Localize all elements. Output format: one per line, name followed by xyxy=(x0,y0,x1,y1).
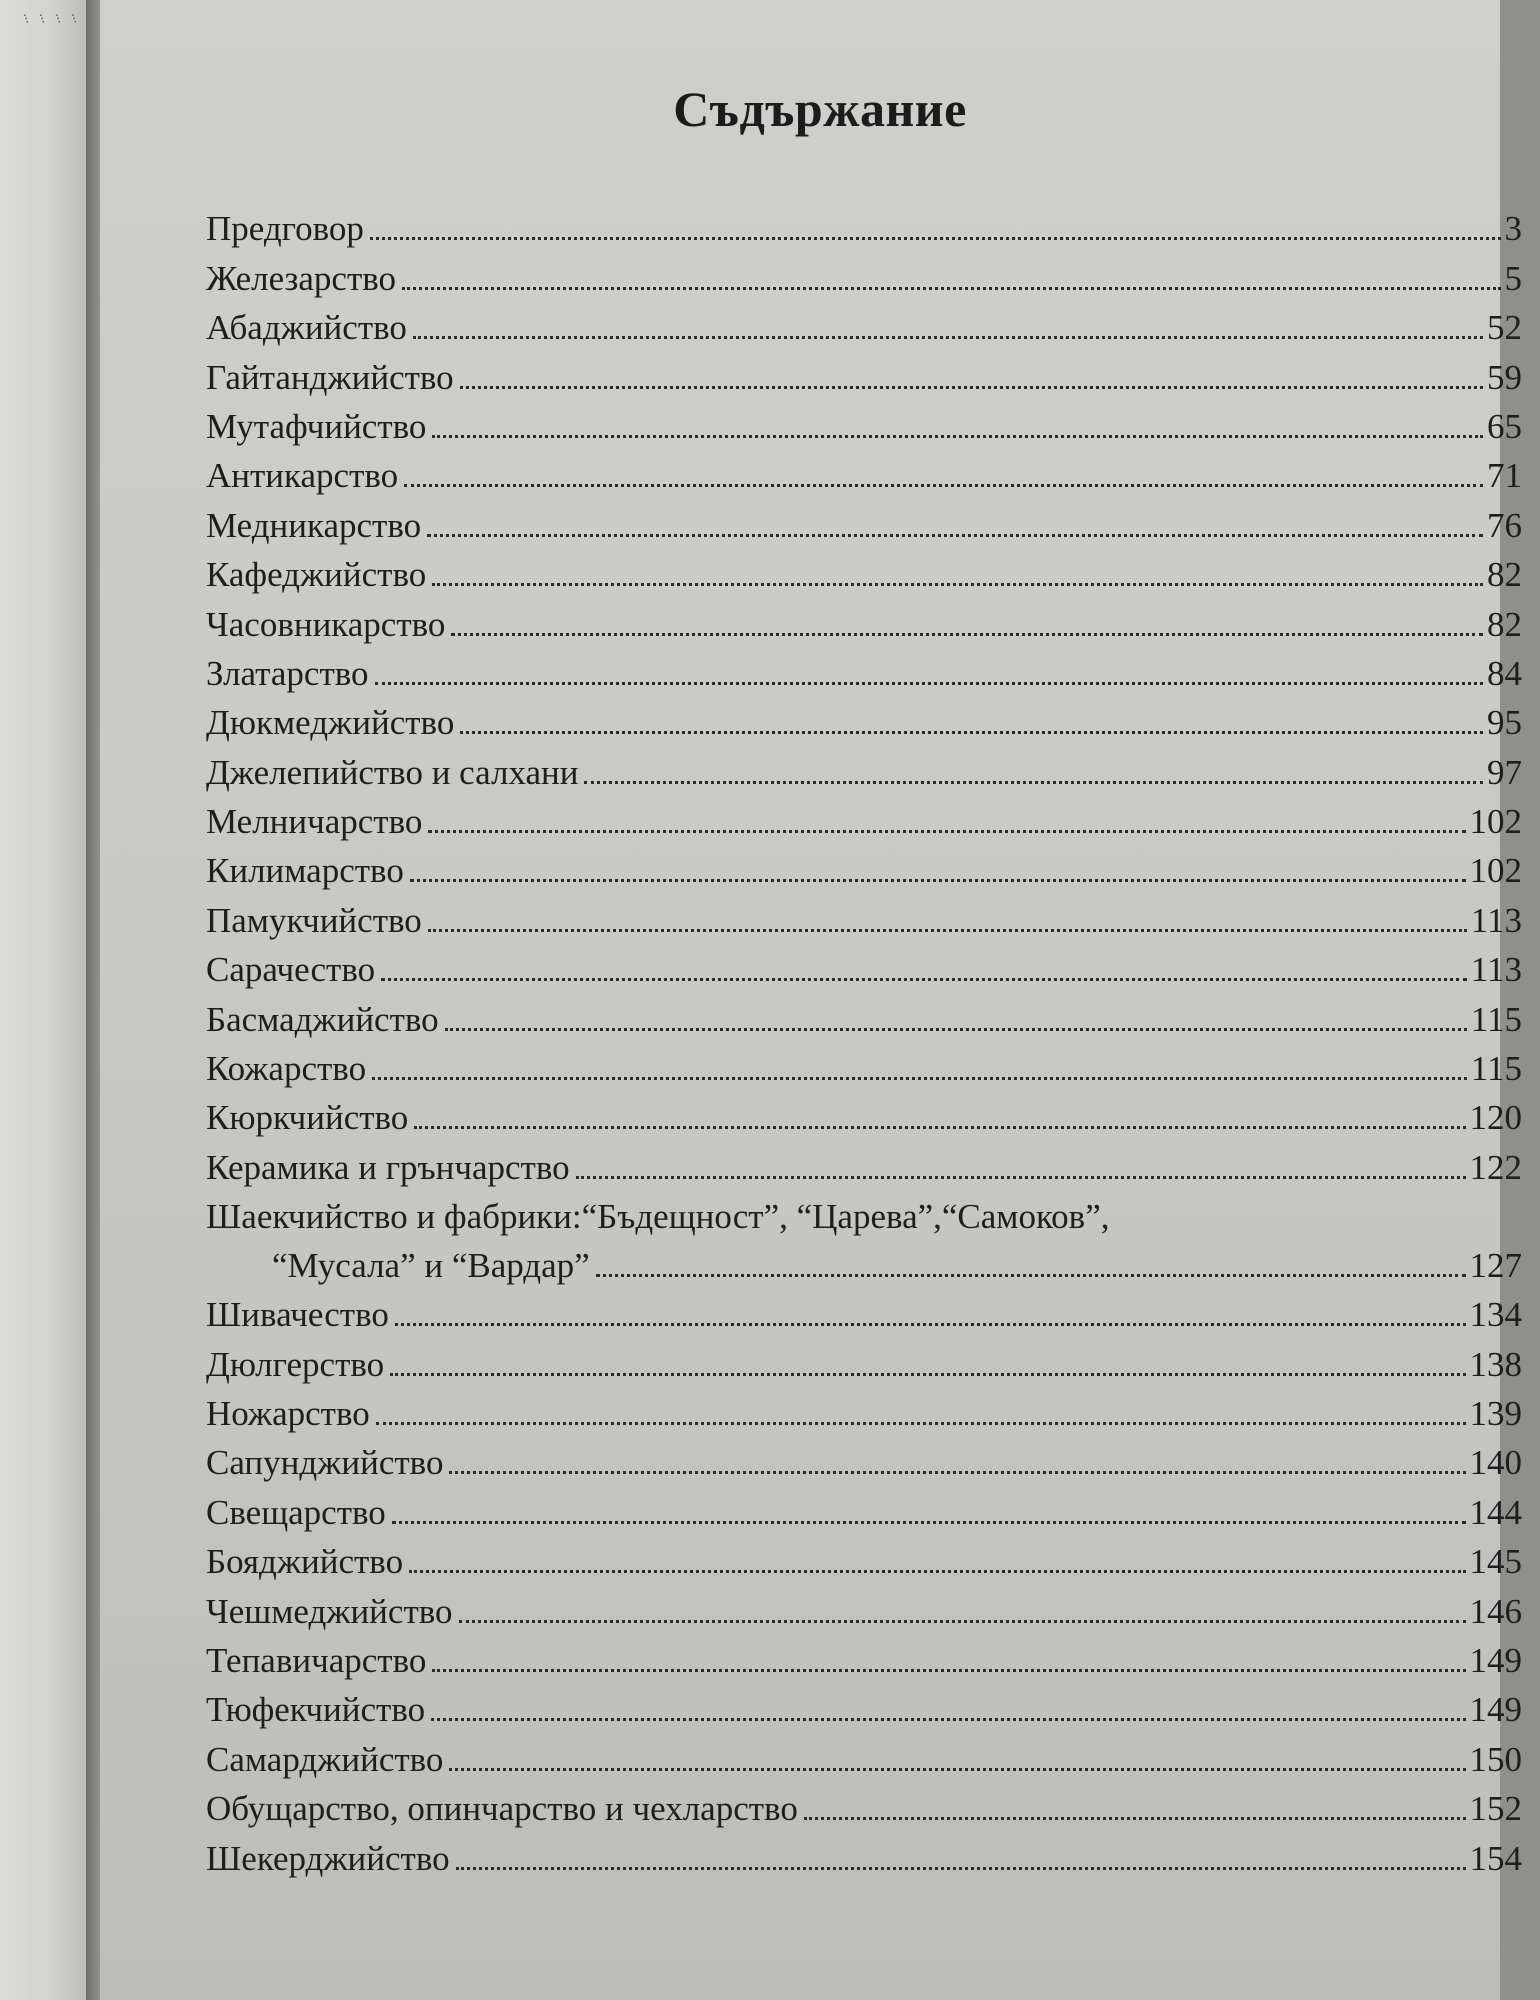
toc-entry-page-number: 3 xyxy=(1504,209,1522,249)
left-page-line: ... xyxy=(51,10,70,25)
toc-entry-title: Шаекчийство и фабрики:“Бъдещност”, “Царева”,“Самоков”, xyxy=(206,1196,1110,1236)
toc-entry-title: Свещарство xyxy=(206,1492,386,1532)
toc-entry-title: Сарачество xyxy=(206,950,376,990)
dot-leader xyxy=(445,1028,1467,1031)
toc-entry-title: Джелепийство и салхани xyxy=(206,752,579,792)
toc-entry-page-number: 84 xyxy=(1487,653,1522,693)
toc-entry xyxy=(206,447,1522,496)
dot-leader xyxy=(409,1570,1465,1573)
toc-entry-page-number: 152 xyxy=(1469,1789,1522,1829)
book-page xyxy=(100,0,1522,2000)
toc-entry xyxy=(206,941,1522,990)
dot-leader xyxy=(376,1422,1466,1425)
page-title: Съдържание xyxy=(673,81,967,137)
toc-entry xyxy=(206,200,1522,249)
toc-entry-title: Мутафчийство xyxy=(206,406,427,446)
toc-entry-page-number: 134 xyxy=(1469,1295,1522,1335)
dot-leader xyxy=(804,1817,1466,1820)
toc-entry-title: Шекерджийство xyxy=(206,1838,450,1878)
toc-entry-title: Памукчийство xyxy=(206,900,422,940)
toc-entry-page-number: 82 xyxy=(1487,604,1522,644)
toc-entry-title: Самарджийство xyxy=(206,1739,444,1779)
toc-entry-page-number: 59 xyxy=(1487,357,1522,397)
toc-entry-page-number: 115 xyxy=(1470,1049,1522,1089)
toc-entry xyxy=(206,1089,1522,1138)
toc-entry xyxy=(206,1483,1522,1532)
dot-leader xyxy=(402,287,1500,290)
toc-entry-title: Килимарство xyxy=(206,851,404,891)
toc-entry xyxy=(206,1780,1522,1829)
toc-entry-page-number: 71 xyxy=(1487,456,1522,496)
toc-entry-title: Тюфекчийство xyxy=(206,1690,426,1730)
toc-entry-page-number: 5 xyxy=(1504,258,1522,298)
toc-entry xyxy=(206,1040,1522,1089)
toc-entry xyxy=(206,1385,1522,1434)
toc-entry-title: Дюлгерство xyxy=(206,1344,385,1384)
toc-entry-title: Ножарство xyxy=(206,1393,370,1433)
toc-entry-title: Кафеджийство xyxy=(206,555,427,595)
toc-entry-page-number: 140 xyxy=(1469,1443,1522,1483)
toc-entry xyxy=(206,1730,1522,1779)
toc-entry-page-number: 102 xyxy=(1469,851,1522,891)
left-page-line: ... xyxy=(19,10,38,25)
table-of-contents xyxy=(206,200,1522,1879)
toc-entry-page-number: 95 xyxy=(1487,703,1522,743)
toc-entry-title: Железарство xyxy=(206,258,397,298)
toc-entry-title: Медникарство xyxy=(206,505,422,545)
toc-entry xyxy=(206,249,1522,298)
toc-entry xyxy=(206,1335,1522,1384)
dot-leader xyxy=(428,929,1467,932)
toc-entry-title: Кюркчийство xyxy=(206,1098,409,1138)
toc-entry-title: Златарство xyxy=(206,653,369,693)
toc-entry xyxy=(206,1434,1522,1483)
toc-entry-title: Предговор xyxy=(206,209,364,249)
dot-leader xyxy=(390,1373,1465,1376)
toc-entry-page-number: 102 xyxy=(1469,802,1522,842)
toc-entry xyxy=(206,1188,1522,1286)
toc-entry-page-number: 76 xyxy=(1487,505,1522,545)
dot-leader xyxy=(451,633,1483,636)
left-page-edge xyxy=(0,0,92,2000)
toc-entry-page-number: 146 xyxy=(1469,1591,1522,1631)
toc-entry-title: Тепавичарство xyxy=(206,1640,427,1680)
toc-entry xyxy=(206,891,1522,940)
toc-entry-page-number: 145 xyxy=(1469,1542,1522,1582)
toc-entry-page-number: 122 xyxy=(1469,1147,1522,1187)
left-page-line: ... xyxy=(67,10,86,25)
dot-leader xyxy=(427,534,1483,537)
toc-entry xyxy=(206,546,1522,595)
toc-entry xyxy=(206,496,1522,545)
dot-leader xyxy=(584,781,1483,784)
toc-entry-title: Антикарство xyxy=(206,456,399,496)
toc-entry xyxy=(206,1533,1522,1582)
toc-entry-title: Бояджийство xyxy=(206,1542,404,1582)
toc-entry-title: Гайтанджийство xyxy=(206,357,454,397)
toc-entry xyxy=(206,743,1522,792)
toc-entry xyxy=(206,348,1522,397)
dot-leader xyxy=(404,484,1483,487)
dot-leader xyxy=(456,1867,1466,1870)
toc-entry-page-number: 149 xyxy=(1469,1690,1522,1730)
toc-entry-page-number: 150 xyxy=(1469,1739,1522,1779)
dot-leader xyxy=(370,237,1501,240)
left-page-line: ... xyxy=(35,10,54,25)
toc-entry xyxy=(206,1286,1522,1335)
toc-entry-title: Шивачество xyxy=(206,1295,389,1335)
dot-leader xyxy=(392,1521,1466,1524)
dot-leader xyxy=(460,386,1483,389)
toc-entry xyxy=(206,1632,1522,1681)
toc-entry-page-number: 154 xyxy=(1469,1838,1522,1878)
toc-entry xyxy=(206,990,1522,1039)
toc-entry xyxy=(206,1829,1522,1878)
toc-entry xyxy=(206,1138,1522,1187)
dot-leader xyxy=(432,1669,1465,1672)
dot-leader xyxy=(432,583,1483,586)
dot-leader xyxy=(460,731,1483,734)
toc-entry xyxy=(206,842,1522,891)
dot-leader xyxy=(381,978,1467,981)
left-page-text-fragment xyxy=(6,10,86,240)
toc-entry-page-number: 120 xyxy=(1469,1098,1522,1138)
dot-leader xyxy=(395,1323,1466,1326)
toc-entry-title: Басмаджийство xyxy=(206,999,439,1039)
toc-entry xyxy=(206,1582,1522,1631)
toc-entry xyxy=(206,398,1522,447)
toc-entry-title: Часовникарство xyxy=(206,604,446,644)
toc-entry-page-number: 149 xyxy=(1469,1640,1522,1680)
toc-entry xyxy=(206,645,1522,694)
dot-leader xyxy=(428,830,1465,833)
toc-entry-page-number: 144 xyxy=(1469,1492,1522,1532)
toc-entry xyxy=(206,299,1522,348)
dot-leader xyxy=(432,435,1483,438)
toc-entry-page-number: 139 xyxy=(1469,1393,1522,1433)
dot-leader xyxy=(431,1718,1465,1721)
toc-entry xyxy=(206,694,1522,743)
dot-leader xyxy=(372,1077,1467,1080)
toc-entry-title: Кожарство xyxy=(206,1049,367,1089)
toc-entry-title: Чешмеджийство xyxy=(206,1591,453,1631)
toc-entry-page-number: 138 xyxy=(1469,1344,1522,1384)
toc-entry-page-number: 82 xyxy=(1487,555,1522,595)
dot-leader xyxy=(414,1126,1465,1129)
toc-entry xyxy=(206,793,1522,842)
toc-entry-title: Сапунджийство xyxy=(206,1443,444,1483)
dot-leader xyxy=(449,1471,1465,1474)
toc-entry-page-number: 115 xyxy=(1470,999,1522,1039)
toc-entry-title: Дюкмеджийство xyxy=(206,703,455,743)
toc-entry-title: Мелничарство xyxy=(206,802,423,842)
dot-leader xyxy=(576,1176,1466,1179)
dot-leader xyxy=(459,1620,1466,1623)
dot-leader xyxy=(413,336,1483,339)
toc-entry-title-continued: “Мусала” и “Вардар” xyxy=(272,1245,590,1285)
dot-leader xyxy=(449,1768,1465,1771)
toc-entry-page-number: 65 xyxy=(1487,406,1522,446)
dot-leader xyxy=(410,879,1466,882)
toc-entry-page-number: 127 xyxy=(1469,1245,1522,1285)
toc-entry-page-number: 113 xyxy=(1470,900,1522,940)
toc-entry-page-number: 52 xyxy=(1487,308,1522,348)
toc-entry-page-number: 97 xyxy=(1487,752,1522,792)
toc-entry-title: Обущарство, опинчарство и чехларство xyxy=(206,1789,798,1829)
toc-entry-title: Абаджийство xyxy=(206,308,407,348)
dot-leader xyxy=(375,682,1483,685)
toc-entry xyxy=(206,1681,1522,1730)
toc-entry xyxy=(206,595,1522,644)
toc-entry-page-number: 113 xyxy=(1470,950,1522,990)
toc-entry-title: Керамика и грънчарство xyxy=(206,1147,570,1187)
dot-leader xyxy=(596,1274,1466,1277)
